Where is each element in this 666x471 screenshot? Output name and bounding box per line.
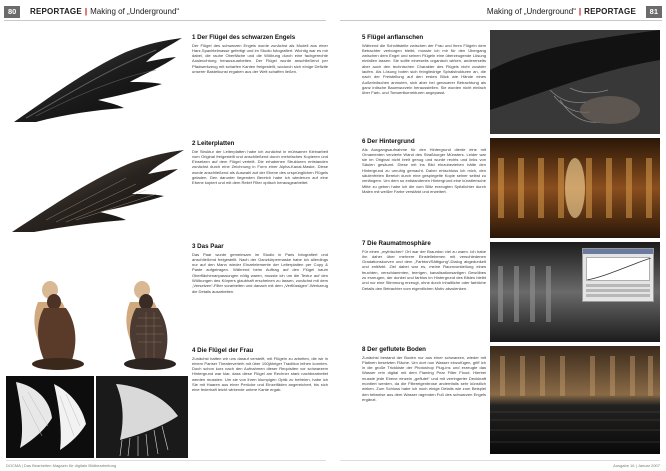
wing-joint-detail-photo bbox=[490, 30, 660, 134]
section-2-body: Die Struktur der Leiterplatten habe ich zunächst in mühsamer Kleinarbeit vom Original freigestellt und anschließend durch mehrfaches Kopieren und Einsetzen auf dem Flügel verteilt. Die erhabenen Strukturen entstanden zunächst durch eine Zeichnung in Form einer Alpha-Kanal-Maske. Diese wurde anschließend als Auswahl auf der Ebene des ursprünglichen Flügels geladen. Den darunter liegenden Bereich habe ich wiederum auf eine Ebene kopiert und mit dem Relief Filter optisch herausgearbeitet. bbox=[192, 148, 328, 186]
black-wing-model-photo bbox=[6, 30, 188, 138]
right-running-head bbox=[487, 6, 636, 18]
section-5 bbox=[362, 34, 486, 95]
left-footer: DOCMA | Das Bearbeiten Magazin für digitale Bildbearbeitung bbox=[6, 463, 117, 468]
section-8-title: 8 Der geflutete Boden bbox=[362, 346, 426, 353]
section-7 bbox=[362, 240, 486, 291]
section-8 bbox=[362, 346, 486, 402]
dialog-slider-3 bbox=[586, 294, 650, 297]
dialog-titlebar bbox=[583, 249, 653, 254]
right-separator: | bbox=[578, 7, 582, 16]
section-4-title: 4 Die Flügel der Frau bbox=[192, 347, 254, 354]
section-7-title: 7 Die Raumatmosphäre bbox=[362, 240, 431, 247]
section-1-body: Der Flügel des schwarzen Engels wurde zunächst als Modell aus einer Harz-Spachtelmasse gefertigt und im Studio fotografiert. Wichtig war es mir dabei, die rauhe Oberfläche und die Wölbung durch eine fachgerechte Ausleuchtung herauszuarbeiten. Der Flügel wurde anschließend per Pfadwerkzeug mit scharfen Kanten freigestellt, wodurch sich einige Defizite unserer Bastelkunst ergaben aus der Welt schaffen ließen. bbox=[192, 42, 328, 74]
right-page-number: 81 bbox=[646, 6, 662, 18]
flooded-floor-reflection-photo bbox=[490, 346, 660, 454]
left-footer-rule bbox=[6, 460, 326, 461]
section-4 bbox=[192, 347, 328, 393]
section-1 bbox=[192, 34, 328, 74]
section-3 bbox=[192, 243, 328, 294]
right-article-title: Making of „Underground“ bbox=[486, 7, 576, 16]
circuit-board-wing-photo bbox=[6, 144, 188, 244]
circuit-wing-illustration bbox=[6, 144, 188, 244]
section-6-title: 6 Der Hintergrund bbox=[362, 138, 415, 145]
right-footer: Ausgabe 16 | Januar 2007 bbox=[613, 463, 660, 468]
couple-figure-illustration bbox=[10, 272, 94, 372]
curve-graph bbox=[587, 258, 651, 280]
section-8-body: Zunächst bestand der Boden nur aus einer schwarzen, wieder mit Platinen besetzten Fläche. Um dort nun Wasser einzufügen, griff ich in die große Trickkiste der Photoshop Plug-ins und erzeugte das Wasser rein digital mit dem Flaming Pear Filter Flood. Hierbei musste jede Ebene einzeln „geflutet“ und mit verringerter Deckkraft montiert werden, da die Filtereigenbrose andernfalls sehr künstlich wirken. Zum Schluss habe ich noch einige Details wie zum Beispiel den teilweise aus dem Wasser ragenden Fuß des schwarzen Engels ergänzt. bbox=[362, 354, 486, 402]
left-separator: | bbox=[84, 7, 88, 16]
dialog-curve-area bbox=[586, 257, 650, 281]
textured-couple-figure-photo bbox=[100, 272, 186, 372]
feathered-wing-illustration bbox=[96, 376, 188, 458]
ornamented-wall-illustration bbox=[490, 138, 660, 238]
left-section-label: REPORTAGE bbox=[30, 7, 82, 16]
section-7-body: Für einen „mythischen“ Ort war der Braunton viel zu warm. Ich habe ihn daher über mehrere Einstellebenen mit verschiedenen Gradationskurven und dem „Farbton/Sättigung“-Dialog abgedunkelt und entfärbt. Ziel dabei war es, meine Raumvorstellung eines feuchten, verschlammten, teerigen, kanalisationsartigen Gewölbes zu erzeugen, der dunkel und farblos im Hintergrund des Bildes bleibt und nur eine Stimmung erzeugt, ohne durch inhaltliche oder farbliche Details den Betrachter vom eigentlichen Motiv abzulenken. bbox=[362, 248, 486, 291]
right-footer-rule bbox=[340, 460, 660, 461]
white-wings-illustration bbox=[6, 376, 94, 458]
section-5-title: 5 Flügel anflanschen bbox=[362, 34, 424, 41]
white-wings-photo bbox=[6, 376, 94, 458]
ornamented-wall-background-photo bbox=[490, 138, 660, 238]
left-page-number: 80 bbox=[4, 6, 20, 18]
textured-couple-illustration bbox=[100, 272, 186, 372]
left-running-head bbox=[30, 6, 179, 18]
left-header-rule bbox=[4, 20, 326, 21]
feathered-wing-detail-photo bbox=[96, 376, 188, 458]
right-header-rule bbox=[340, 20, 662, 21]
dialog-slider-1 bbox=[586, 284, 650, 287]
section-2 bbox=[192, 140, 328, 186]
section-6-body: Als Ausgangsaufnahme für den Hintergrund diente eine mit Ornamenten verzierte Wand des Straßburger Münsters. Leider war sie im Original nicht breit genug und wurde rechts und links von Säulen gesäumt. Diese mit ins Bild einzubeziehen hätte den Hintergrund zu unruhig gemacht. Daher entschloss ich mich, den säulenfreien Bereich durch eine gespiegelte Kopie seiner selbst zu verlängern. Um dem so entstandenen Hintergrund eine künstlerische Mitte zu geben habe ich die vom Blitz erzeugten Spitzlichter durch Malen mit weißer Farbe verstärkt und erweitert. bbox=[362, 146, 486, 194]
section-4-body: Zunächst hatten wir uns darauf versteift, mit Flügeln zu arbeiten, die wir in einem Pariser Theaterverleih mit über 100jähriger Tradition leihen konnten. Doch schon kurz nach den Aufnahmen dieser Requisiten vor schwarzem Hintergrund war klar, dass diese Flügel am Rechner stark nachbearbeitet werden mussten. Um sie von ihren klumpigen Optik zu befreien, habe ich Sie mit Haaren aus einer Perücke und Einzelfäden angereichert, bis sich eine federhaft leicht wirkende untere Kante ergab. bbox=[192, 355, 328, 393]
dialog-slider-2 bbox=[586, 289, 650, 292]
couple-figure-photo bbox=[10, 272, 94, 372]
section-1-title: 1 Der Flügel des schwarzen Engels bbox=[192, 34, 296, 41]
section-3-body: Das Paar wurde gemeinsam im Studio in Paris fotografiert und anschließend freigestellt. Nach der Ganzkörpermaske habe ich allerdings nur auf den Mann wieder Einzelelemente der Leiterplatten per Copy & Paste aufgetragen. Während beim Auftrag auf den Flügel kaum Oberflächenanpassungen nötig waren, musste ich um die Textur auf den Wölbungen des Körpers glaubhaft erscheinen zu lassen, zunächst mit dem „Versetzen“-Filter vorarbeiten und danach mit dem „Verflüssigen“-Werkzeug die Details ausarbeiten. bbox=[192, 251, 328, 294]
section-5-body: Während die Schnittstelle zwischen der Frau und ihren Flügeln dem Betrachter verborgen bleibt, musste ich mir für den Übergang zwischen dem Engel und seinen Flügeln eine überzeugende Lösung einfallen lassen. Sie sollte einerseits organisch wirken, andererseits aber auch den technischen Charakter des Flügels nicht zuwider laufen. Als Lösung boten sich feingliedrige Spiralstrukturen an, die nach der Freistellung auf den ersten Blick wie Hände eines Außerirdischen anmuten, sich aber bei genauerer Betrachtung als ganz irdische Baumwurzeln herausstellen. Sie wurden nicht einfach über Farb- und Tonwertkorrekturen angepasst. bbox=[362, 42, 486, 96]
flooded-floor-illustration bbox=[490, 346, 660, 454]
darkened-vault-atmosphere-photo bbox=[490, 242, 660, 342]
section-6 bbox=[362, 138, 486, 194]
black-wing-illustration bbox=[6, 30, 188, 138]
section-2-title: 2 Leiterplatten bbox=[192, 140, 235, 147]
right-section-label: REPORTAGE bbox=[584, 7, 636, 16]
wing-joint-illustration bbox=[490, 30, 660, 134]
photoshop-adjustment-dialog-screenshot bbox=[582, 248, 654, 302]
left-article-title: Making of „Underground“ bbox=[90, 7, 180, 16]
section-3-title: 3 Das Paar bbox=[192, 243, 224, 250]
